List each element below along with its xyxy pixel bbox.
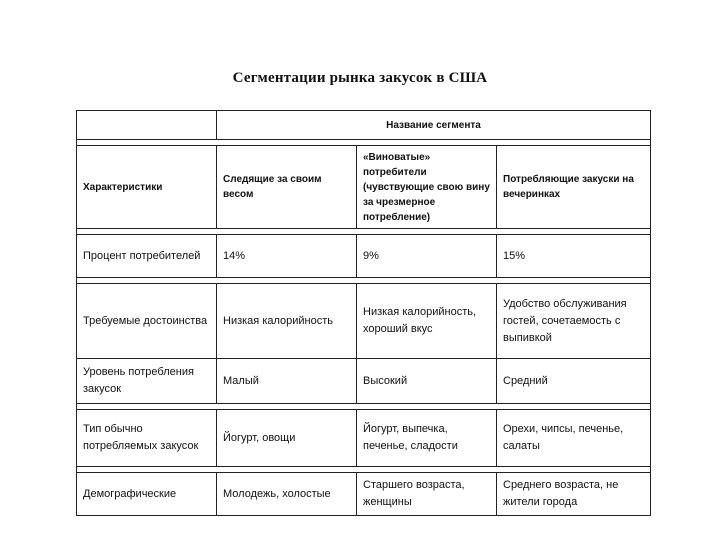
table-cell: Среднего возраста, не жители города (497, 473, 651, 516)
segmentation-table (76, 110, 651, 516)
header-row (77, 146, 651, 229)
table-cell: 9% (357, 235, 497, 278)
row-label: Уровень потребления закусок (77, 359, 217, 404)
table-cell: Йогурт, овощи (217, 410, 357, 467)
table-row (77, 410, 651, 467)
table-row (77, 359, 651, 404)
table-cell: Высокий (357, 359, 497, 404)
row-label: Демографические (77, 473, 217, 516)
table-cell: Низкая калорийность, хороший вкус (357, 284, 497, 359)
table-cell: 14% (217, 235, 357, 278)
table-cell: Малый (217, 359, 357, 404)
row-label: Требуемые достоинства (77, 284, 217, 359)
table-cell: Удобство обслуживания гостей, сочетаемость с выпивкой (497, 284, 651, 359)
table-cell: Молодежь, холостые (217, 473, 357, 516)
row-label: Тип обычно потребляемых закусок (77, 410, 217, 467)
group-header-row (77, 111, 651, 140)
segment-header-weight-watchers: Следящие за своим весом (217, 146, 357, 229)
segment-header-guilty-consumers: «Виноватые» потребители (чувствующие свою вину за чрезмерное потребление) (357, 146, 497, 229)
table-row (77, 284, 651, 359)
segment-name-header: Название сегмента (217, 111, 651, 140)
table-cell: Орехи, чипсы, печенье, салаты (497, 410, 651, 467)
row-label: Процент потребителей (77, 235, 217, 278)
table-cell: 15% (497, 235, 651, 278)
table-cell: Йогурт, выпечка, печенье, сладости (357, 410, 497, 467)
table-cell: Низкая калорийность (217, 284, 357, 359)
segment-header-party-snackers: Потребляющие закуски на вечеринках (497, 146, 651, 229)
table-row (77, 235, 651, 278)
page-title: Сегментации рынка закусок в США (232, 70, 488, 86)
table-cell: Старшего возраста, женщины (357, 473, 497, 516)
empty-corner-cell (77, 111, 217, 140)
characteristics-header: Характеристики (77, 146, 217, 229)
table-cell: Средний (497, 359, 651, 404)
table-row (77, 473, 651, 516)
